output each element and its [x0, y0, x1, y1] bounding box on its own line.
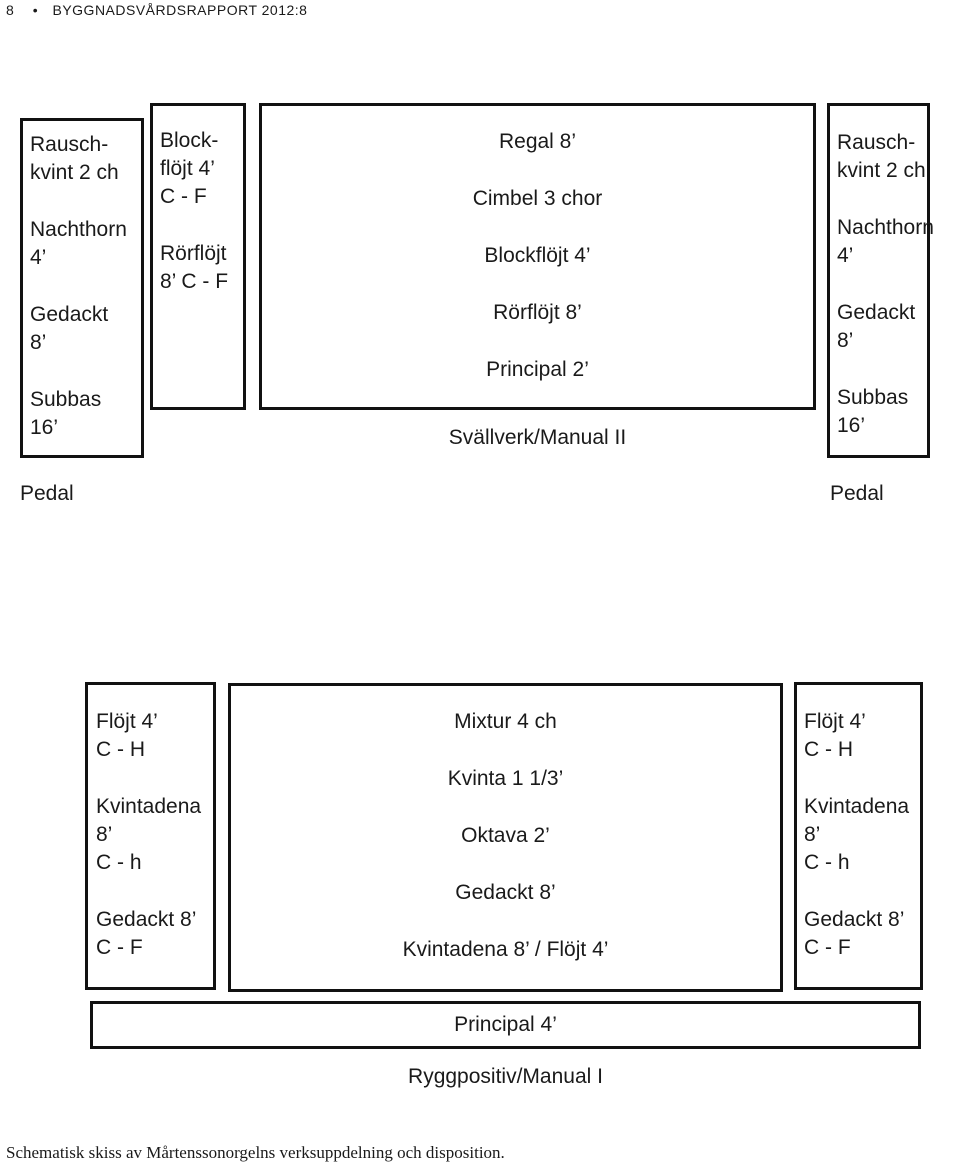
stop-line: Flöjt 4’: [96, 710, 158, 733]
stop-line: Gedackt 8’: [804, 908, 905, 931]
stop-line: 16’: [837, 414, 866, 437]
stop-line: Kvintadena: [96, 795, 202, 818]
stop-line: Kvintadena: [804, 795, 910, 818]
stop-line: Rausch-: [30, 133, 109, 156]
positive-center-stops: [228, 708, 783, 964]
stop-line: C - H: [96, 738, 145, 761]
swell-main-stops: [259, 128, 816, 384]
stop-line: Block-: [160, 129, 219, 152]
stop-line: Flöjt 4’: [804, 710, 866, 733]
stop-line: Oktava 2’: [461, 824, 550, 847]
stop-line: Gedackt: [837, 301, 916, 324]
stop-line: 4’: [837, 244, 854, 267]
stop-line: Gedackt 8’: [455, 881, 556, 904]
positive-left-stops: [96, 708, 201, 962]
stop-line: 4’: [30, 246, 47, 269]
stop-line: flöjt 4’: [160, 157, 215, 180]
stop-line: Blockflöjt 4’: [484, 244, 591, 267]
right-pedal-stops: [837, 129, 934, 440]
left-pedal-label: Pedal: [20, 482, 74, 505]
stop-line: C - F: [160, 185, 207, 208]
stop-line: kvint 2 ch: [837, 159, 926, 182]
stop-line: Gedackt 8’: [96, 908, 197, 931]
stop-line: C - H: [804, 738, 853, 761]
stop-line: Subbas: [837, 386, 909, 409]
stop-line: Mixtur 4 ch: [454, 710, 557, 733]
stop-line: Kvintadena 8’ / Flöjt 4’: [402, 938, 609, 961]
stop-line: Cimbel 3 chor: [472, 187, 603, 210]
page-header: [6, 2, 307, 18]
stop-line: C - F: [804, 936, 851, 959]
stop-line: 8’ C - F: [160, 270, 229, 293]
stop-line: 8’: [96, 823, 113, 846]
header-separator: •: [32, 2, 39, 18]
stop-line: C - h: [96, 851, 142, 874]
stop-line: kvint 2 ch: [30, 161, 119, 184]
right-pedal-label: Pedal: [830, 482, 884, 505]
stop-line: Kvinta 1 1/3’: [447, 767, 564, 790]
stop-line: 8’: [837, 329, 854, 352]
stop-line: Subbas: [30, 388, 102, 411]
stop-line: 8’: [30, 331, 47, 354]
positive-label: Ryggpositiv/Manual I: [408, 1065, 603, 1088]
stop-line: C - F: [96, 936, 143, 959]
stop-line: Rörflöjt 8’: [493, 301, 582, 324]
stop-line: Rörflöjt: [160, 242, 227, 265]
stop-line: Nachthorn: [30, 218, 127, 241]
figure-caption: Schematisk skiss av Mårtenssonorgelns verksuppdelning och disposition.: [6, 1143, 505, 1162]
stop-line: Rausch-: [837, 131, 916, 154]
left-pedal-stops: [30, 131, 127, 442]
stop-line: C - h: [804, 851, 850, 874]
swell-small-stops: [160, 127, 228, 296]
stop-line: Nachthorn: [837, 216, 934, 239]
stop-line: Regal 8’: [498, 130, 577, 153]
stop-line: 8’: [804, 823, 821, 846]
page-number: 8: [6, 2, 15, 18]
principal-stop: Principal 4’: [454, 1013, 557, 1036]
stop-line: Gedackt: [30, 303, 109, 326]
stop-line: 16’: [30, 416, 59, 439]
swell-label: Svällverk/Manual II: [448, 426, 627, 449]
publication-title: BYGGNADSVÅRDSRAPPORT 2012:8: [52, 2, 308, 18]
stop-line: Principal 2’: [486, 358, 589, 381]
positive-right-stops: [804, 708, 909, 962]
